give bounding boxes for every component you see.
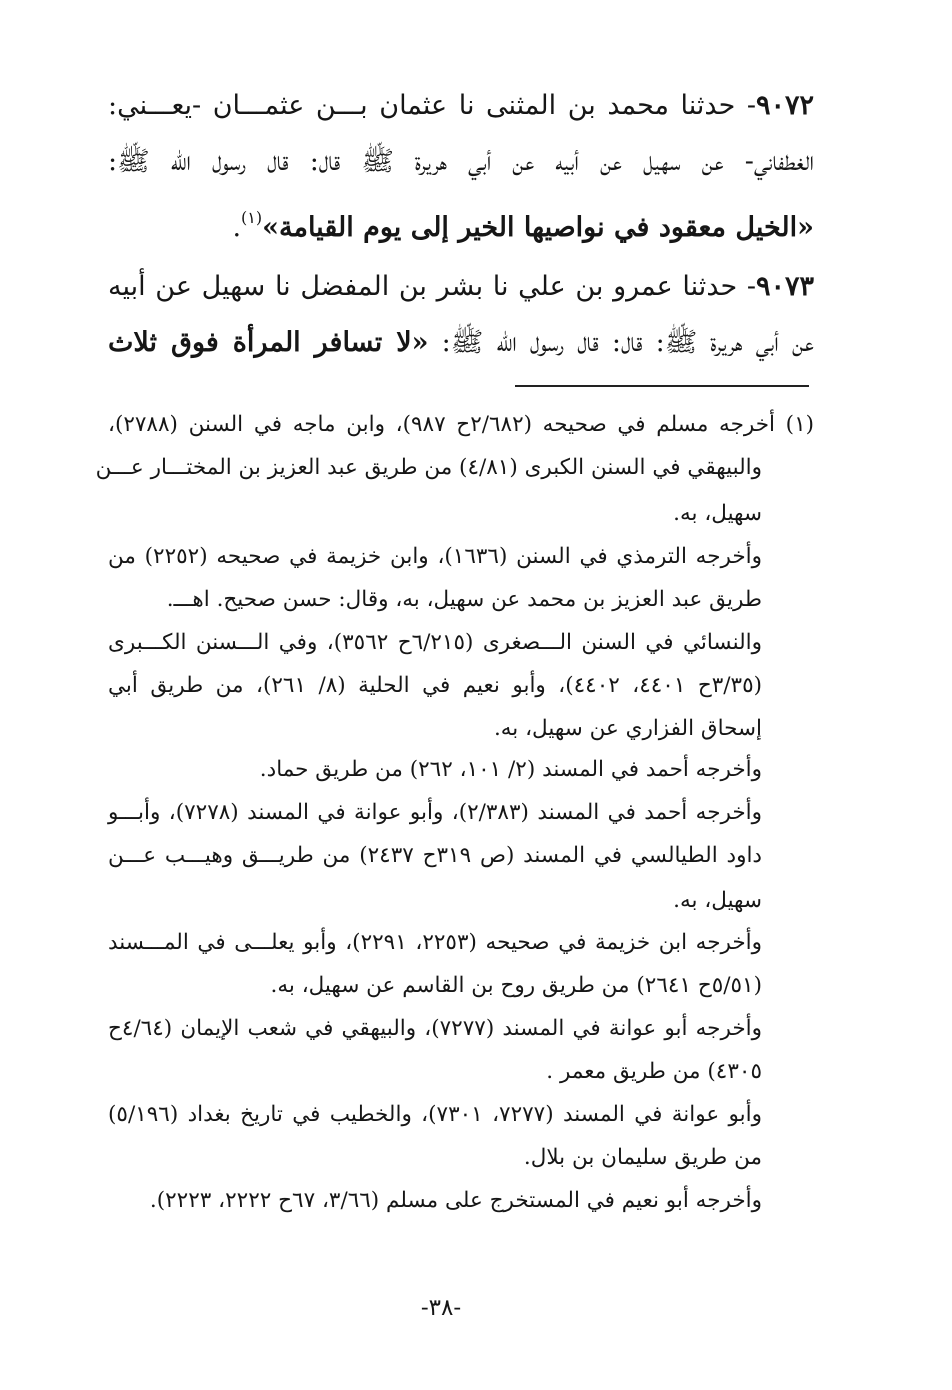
hadith-matn: «الخيل معقود في نواصيها الخير إلى يوم القيامة»	[262, 212, 814, 243]
footnote-line: ٤٣٠٥) من طريق معمر .	[546, 1059, 762, 1084]
footnote-line: طريق عبد العزيز بن محمد عن سهيل، به، وقال: حسن صحيح. اهـــ.	[166, 587, 762, 612]
hadith-text: حدثنا عمرو بن علي نا بشر بن المفضل نا سهيل عن أبيه	[108, 271, 738, 302]
hadith-number: ٩٠٧٣	[755, 271, 814, 302]
footnote-line: والبيهقي في السنن الكبرى (٤/٨١) من طريق عبد العزيز بن المختـــار عـــن	[95, 455, 762, 480]
footnote-marker: (١)	[241, 208, 263, 227]
hadith-9073-line-1: ٩٠٧٣- حدثنا عمرو بن علي نا بشر بن المفضل نا سهيل عن أبيه	[108, 271, 814, 302]
hadith-9072-line-2: الغطفاني- عن سهيل عن أبيه عن أبي هريرة ﷺ قال: قال رسول الله ﷺ:	[108, 146, 814, 177]
footnote-line: وأبو عوانة في المسند (٧٢٧٧، ٧٣٠١)، والخطيب في تاريخ بغداد (٥/١٩٦)	[108, 1102, 762, 1127]
footnote-line: سهيل، به.	[673, 888, 762, 913]
footnote-line: إسحاق الفزاري عن سهيل، به.	[493, 716, 762, 741]
hadith-matn: «لا تسافر المرأة فوق ثلاث	[108, 327, 429, 358]
hadith-number: ٩٠٧٢	[755, 90, 814, 121]
footnote-line: (١) أخرجه مسلم في صحيحه (٢/٦٨٢ح ٩٨٧)، وابن ماجه في السنن (٢٧٨٨)،	[108, 412, 815, 437]
hadith-text: عن أبي هريرة ﷺ: قال: قال رسول الله ﷺ:	[428, 327, 814, 358]
footnote-line: سهيل، به.	[673, 501, 762, 526]
footnote-line: وأخرجه ابن خزيمة في صحيحه (٢٢٥٣، ٢٢٩١)، وأبو يعلـــى في المـــسند	[108, 930, 762, 955]
footnote-line: داود الطيالسي في المسند (ص ٣١٩ح ٢٤٣٧) من طريـــق وهيـــب عـــن	[108, 843, 763, 868]
footnote-line: من طريق سليمان بن بلال.	[523, 1145, 762, 1170]
hadith-text: حدثنا محمد بن المثنى نا عثمان بـــن عثمـــان -يعـــني:	[108, 90, 736, 121]
hadith-9072-line-3: «الخيل معقود في نواصيها الخير إلى يوم القيامة»$^{(١)}$.	[232, 208, 814, 243]
footnote-line: وأخرجه الترمذي في السنن (١٦٣٦)، وابن خزيمة في صحيحه (٢٢٥٢) من	[108, 544, 762, 569]
footnote-line: وأخرجه أحمد في المسند (٢/٣٨٣)، وأبو عوانة في المسند (٧٢٧٨)، وأبـــو	[108, 800, 762, 825]
hadith-9072-line-1: ٩٠٧٢- حدثنا محمد بن المثنى نا عثمان بـــن عثمـــان -يعـــني:	[108, 90, 814, 121]
footnote-line: وأخرجه أبو نعيم في المستخرج على مسلم (٣/٦٦، ٦٧ح ٢٢٢٢، ٢٢٢٣).	[149, 1188, 762, 1213]
footnote-line: (٣/٣٥ح ٤٤٠١، ٤٤٠٢)، وأبو نعيم في الحلية (٨/ ٢٦١)، من طريق أبي	[108, 673, 763, 698]
page-number: -٣٨-	[420, 1295, 462, 1321]
hadith-9073-line-2	[108, 321, 814, 365]
footnote-line: (٥/٥١ح ٢٦٤١) من طريق روح بن القاسم عن سهيل، به.	[270, 973, 762, 998]
footnote-separator	[515, 385, 809, 387]
footnote-line: وأخرجه أحمد في المسند (٢/ ١٠١، ٢٦٢) من طريق حماد.	[259, 757, 762, 782]
footnote-line: وأخرجه أبو عوانة في المسند (٧٢٧٧)، والبيهقي في شعب الإيمان (٤/٦٤ح	[108, 1016, 762, 1041]
footnote-line: والنسائي في السنن الـــصغرى (٦/٢١٥ح ٣٥٦٢)، وفي الـــسنن الكـــبرى	[108, 630, 762, 655]
